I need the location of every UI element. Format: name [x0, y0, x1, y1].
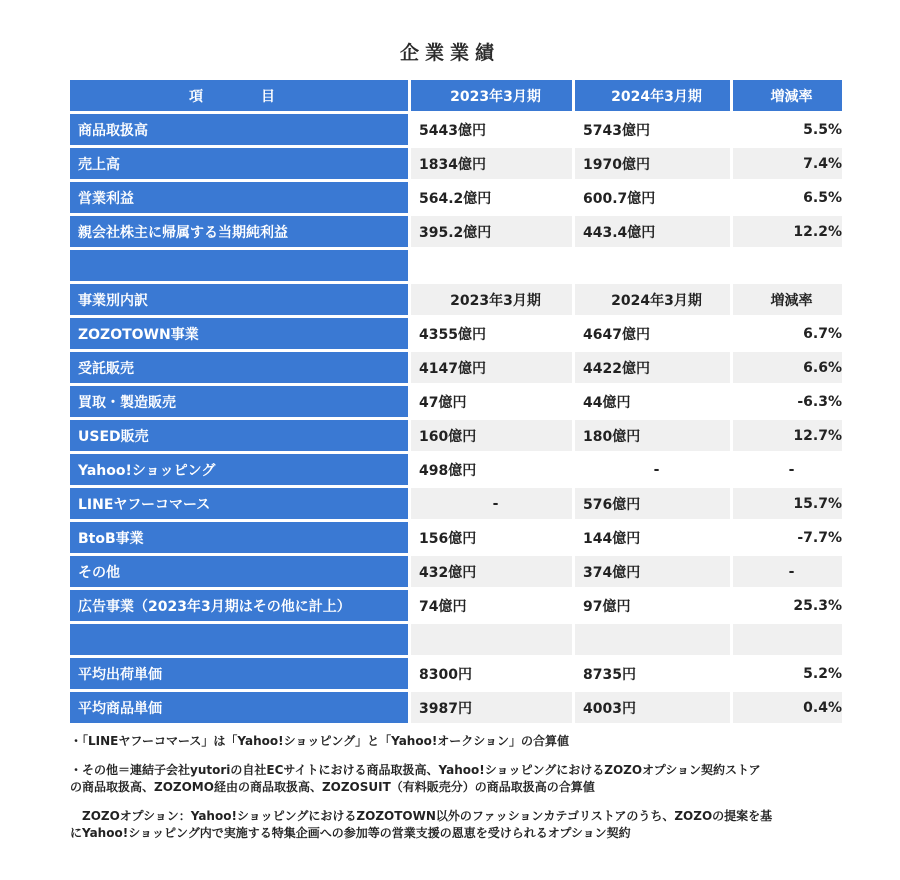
- row-value-2024: 44億円: [575, 386, 730, 417]
- row-rate: -: [733, 556, 842, 587]
- row-value-2023: 47億円: [411, 386, 572, 417]
- spacer-row: [70, 250, 842, 281]
- row-label: 売上高: [70, 148, 408, 179]
- segment-header-2023: 2023年3月期: [411, 284, 572, 315]
- spacer-label: [70, 250, 408, 281]
- row-label: その他: [70, 556, 408, 587]
- table-row: [70, 114, 842, 145]
- segment-header-rate: 増減率: [733, 284, 842, 315]
- row-value-2023: 5443億円: [411, 114, 572, 145]
- row-label: 広告事業（2023年3月期はその他に計上）: [70, 590, 408, 621]
- row-label: USED販売: [70, 420, 408, 451]
- page-title: 企業業績: [399, 42, 500, 64]
- spacer-cell: [411, 250, 572, 281]
- row-rate: -6.3%: [733, 386, 842, 417]
- spacer-cell: [575, 624, 730, 655]
- row-rate: 12.2%: [733, 216, 842, 247]
- row-value-2023: 160億円: [411, 420, 572, 451]
- row-label: 買取・製造販売: [70, 386, 408, 417]
- table-row: [70, 148, 842, 179]
- table-row: [70, 590, 842, 621]
- footnote-option-line2: にYahoo!ショッピング内で実施する特集企画への参加等の営業支援の恩恵を受けられるオプション契約: [70, 826, 631, 840]
- row-label: 親会社株主に帰属する当期純利益: [70, 216, 408, 247]
- table-row: [70, 182, 842, 213]
- row-value-2024: 443.4億円: [575, 216, 730, 247]
- row-label: 受託販売: [70, 352, 408, 383]
- performance-table: [67, 77, 845, 726]
- table-row: [70, 658, 842, 689]
- row-value-2024: -: [575, 454, 730, 485]
- row-value-2023: 564.2億円: [411, 182, 572, 213]
- row-value-2024: 4647億円: [575, 318, 730, 349]
- row-value-2023: 4355億円: [411, 318, 572, 349]
- row-value-2024: 97億円: [575, 590, 730, 621]
- row-value-2024: 180億円: [575, 420, 730, 451]
- row-value-2024: 600.7億円: [575, 182, 730, 213]
- table-row: [70, 420, 842, 451]
- footnote-other-line1: ・その他＝連結子会社yutoriの自社ECサイトにおける商品取扱高、Yahoo!ショッピングにおけるZOZOオプション契約ストア: [70, 763, 761, 777]
- row-label: 平均商品単価: [70, 692, 408, 723]
- table-row: [70, 692, 842, 723]
- row-value-2023: -: [411, 488, 572, 519]
- spacer-cell: [733, 624, 842, 655]
- row-label: 平均出荷単価: [70, 658, 408, 689]
- row-value-2023: 156億円: [411, 522, 572, 553]
- spacer-cell: [575, 250, 730, 281]
- row-rate: 12.7%: [733, 420, 842, 451]
- header-rate: 増減率: [733, 80, 842, 111]
- table-row: [70, 556, 842, 587]
- row-rate: 15.7%: [733, 488, 842, 519]
- row-rate: 25.3%: [733, 590, 842, 621]
- footnote-other-line2: の商品取扱高、ZOZOMO経由の商品取扱高、ZOZOSUIT（有料販売分）の商品取扱高の合算値: [70, 780, 595, 794]
- row-value-2023: 432億円: [411, 556, 572, 587]
- row-rate: 6.6%: [733, 352, 842, 383]
- row-label: BtoB事業: [70, 522, 408, 553]
- row-value-2023: 498億円: [411, 454, 572, 485]
- table-row: [70, 216, 842, 247]
- row-value-2024: 4003円: [575, 692, 730, 723]
- row-label: 営業利益: [70, 182, 408, 213]
- row-rate: 6.7%: [733, 318, 842, 349]
- row-value-2023: 3987円: [411, 692, 572, 723]
- footnote-line-commerce: ・「LINEヤフーコマース」は「Yahoo!ショッピング」と「Yahoo!オークション」の合算値: [70, 734, 570, 748]
- row-value-2024: 374億円: [575, 556, 730, 587]
- row-rate: 7.4%: [733, 148, 842, 179]
- table-row: [70, 488, 842, 519]
- spacer-cell: [411, 624, 572, 655]
- header-item: 項 目: [70, 80, 408, 111]
- row-value-2024: 8735円: [575, 658, 730, 689]
- row-value-2024: 4422億円: [575, 352, 730, 383]
- spacer-cell: [733, 250, 842, 281]
- spacer-row: [70, 624, 842, 655]
- table-row: [70, 454, 842, 485]
- segment-header-row: [70, 284, 842, 315]
- segment-header-2024: 2024年3月期: [575, 284, 730, 315]
- row-value-2023: 74億円: [411, 590, 572, 621]
- row-label: LINEヤフーコマース: [70, 488, 408, 519]
- header-2024: 2024年3月期: [575, 80, 730, 111]
- footnotes: [70, 733, 860, 842]
- row-value-2023: 8300円: [411, 658, 572, 689]
- row-value-2023: 1834億円: [411, 148, 572, 179]
- row-value-2024: 1970億円: [575, 148, 730, 179]
- row-rate: 5.2%: [733, 658, 842, 689]
- table-row: [70, 386, 842, 417]
- row-label: Yahoo!ショッピング: [70, 454, 408, 485]
- table-row: [70, 318, 842, 349]
- row-rate: 6.5%: [733, 182, 842, 213]
- footnote-option-line1: ZOZOオプション：Yahoo!ショッピングにおけるZOZOTOWN以外のファッションカテゴリストアのうち、ZOZOの提案を基: [70, 809, 773, 823]
- row-rate: -: [733, 454, 842, 485]
- row-value-2023: 4147億円: [411, 352, 572, 383]
- row-rate: 0.4%: [733, 692, 842, 723]
- row-rate: -7.7%: [733, 522, 842, 553]
- row-rate: 5.5%: [733, 114, 842, 145]
- row-value-2024: 5743億円: [575, 114, 730, 145]
- segment-header-label: 事業別内訳: [70, 284, 408, 315]
- table-header-row: [70, 80, 842, 111]
- spacer-label: [70, 624, 408, 655]
- row-label: ZOZOTOWN事業: [70, 318, 408, 349]
- row-value-2023: 395.2億円: [411, 216, 572, 247]
- row-label: 商品取扱高: [70, 114, 408, 145]
- table-row: [70, 522, 842, 553]
- row-value-2024: 144億円: [575, 522, 730, 553]
- header-2023: 2023年3月期: [411, 80, 572, 111]
- table-row: [70, 352, 842, 383]
- row-value-2024: 576億円: [575, 488, 730, 519]
